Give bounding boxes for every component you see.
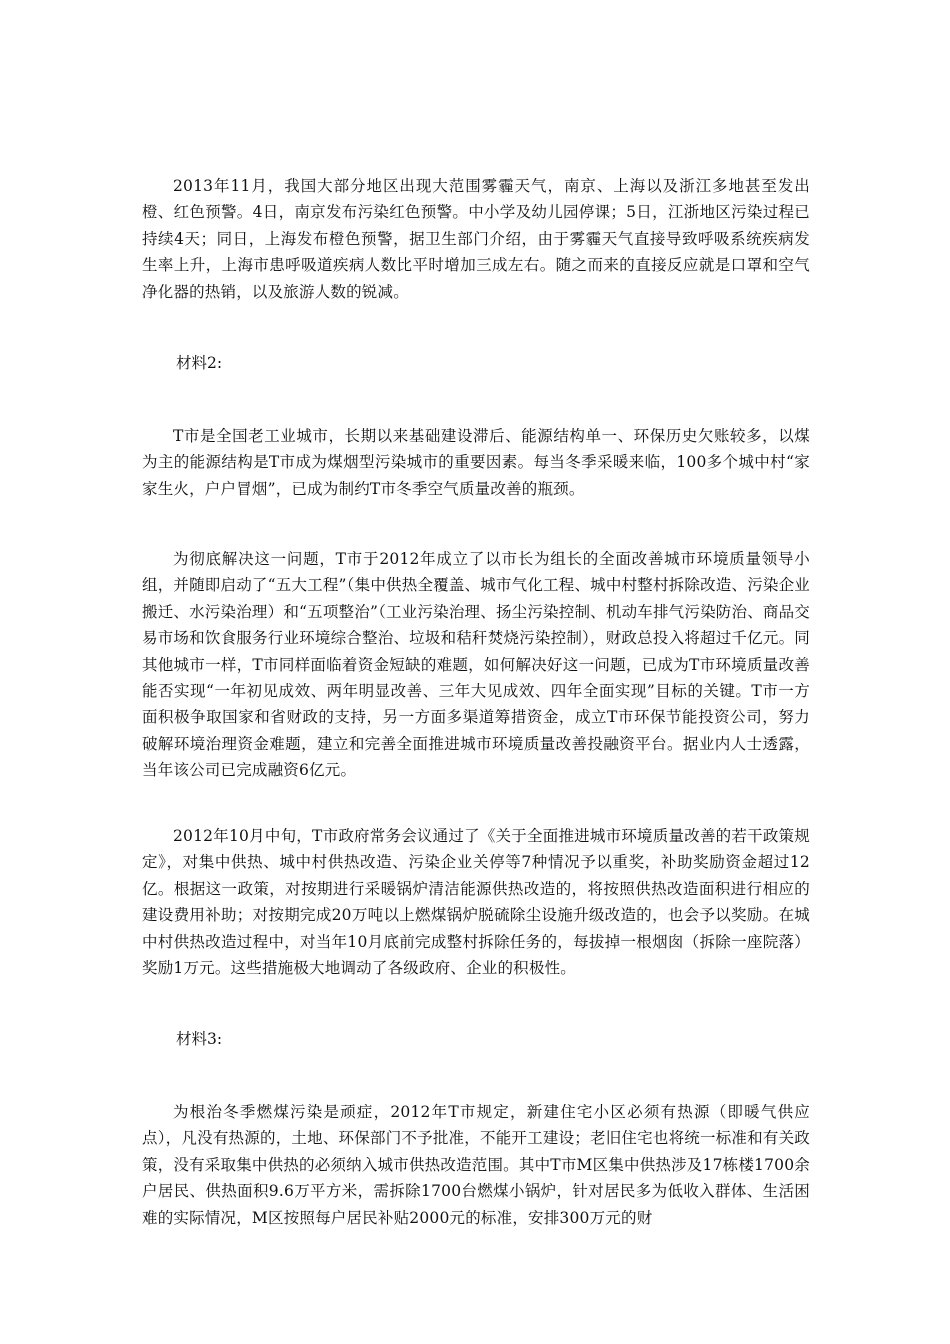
- paragraph-t-city-measures: 为彻底解决这一问题，T市于2012年成立了以市长为组长的全面改善城市环境质量领导小组，并随即启动了“五大工程”（集中供热全覆盖、城市气化工程、城中村整村拆除改造、污染企业搬迁、水污染治理）和“五项整治”（工业污染治理、扬尘污染控制、机动车排气污染防治、商品交易市场和饮食服务行业环境综合整治、垃圾和秸秆焚烧污染控制），财政总投入将超过千亿元。同其他城市一样，T市同样面临着资金短缺的难题，如何解决好这一问题，已成为T市环境质量改善能否实现“一年初见成效、两年明显改善、三年大见成效、四年全面实现”目标的关键。T市一方面积极争取国家和省财政的支持，另一方面多渠道筹措资金，成立T市环保节能投资公司，努力破解环境治理资金难题，建立和完善全面推进城市环境质量改善投融资平台。据业内人士透露，当年该公司已完成融资6亿元。: [142, 550, 810, 780]
- material-3-heading: 材料3:: [176, 1030, 223, 1048]
- paragraph-smog-2013: 2013年11月，我国大部分地区出现大范围雾霾天气，南京、上海以及浙江多地甚至发出橙、红色预警。4日，南京发布污染红色预警。中小学及幼儿园停课；5日，江浙地区污染过程已持续4天；同日，上海发布橙色预警，据卫生部门介绍，由于雾霾天气直接导致呼吸系统疾病发生率上升，上海市患呼吸道疾病人数比平时增加三成左右。随之而来的直接反应就是口罩和空气净化器的热销，以及旅游人数的锐减。: [142, 177, 810, 301]
- paragraph-heating-regulation: 为根治冬季燃煤污染是顽症，2012年T市规定，新建住宅小区必须有热源（即暖气供应点），凡没有热源的，土地、环保部门不予批准，不能开工建设；老旧住宅也将统一标准和有关政策，没有采取集中供热的必须纳入城市供热改造范围。其中T市M区集中供热涉及17栋楼1700余户居民、供热面积9.6万平方米，需拆除1700台燃煤小锅炉，针对居民多为低收入群体、生活困难的实际情况，M区按照每户居民补贴2000元的标准，安排300万元的财: [142, 1103, 810, 1227]
- paragraph-t-city-industry: T市是全国老工业城市，长期以来基础建设滞后、能源结构单一、环保历史欠账较多，以煤为主的能源结构是T市成为煤烟型污染城市的重要因素。每当冬季采暖来临，100多个城中村“家家生火，户户冒烟”，已成为制约T市冬季空气质量改善的瓶颈。: [142, 427, 810, 498]
- paragraph-policy-2012: 2012年10月中旬，T市政府常务会议通过了《关于全面推进城市环境质量改善的若干政策规定》，对集中供热、城中村供热改造、污染企业关停等7种情况予以重奖，补助奖励资金超过12亿。根据这一政策，对按期进行采暖锅炉清洁能源供热改造的，将按照供热改造面积进行相应的建设费用补助；对按期完成20万吨以上燃煤锅炉脱硫除尘设施升级改造的，也会予以奖励。在城中村供热改造过程中，对当年10月底前完成整村拆除任务的，每拔掉一根烟囱（拆除一座院落）奖励1万元。这些措施极大地调动了各级政府、企业的积极性。: [142, 827, 810, 978]
- material-2-heading: 材料2:: [176, 354, 223, 372]
